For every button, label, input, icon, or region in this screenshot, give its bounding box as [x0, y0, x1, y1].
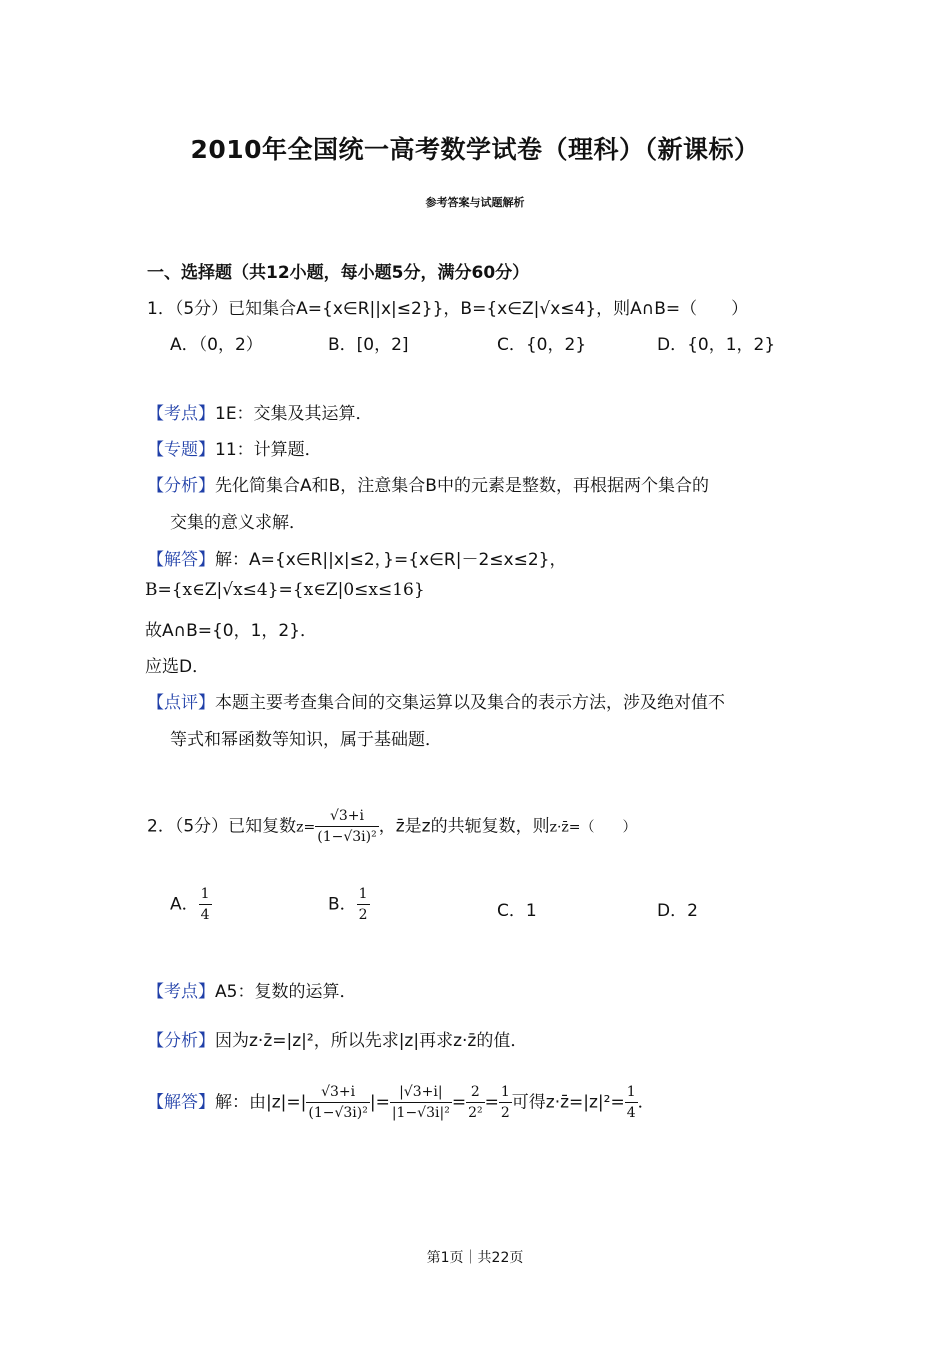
jieda-text-4: 应选D．: [145, 657, 210, 677]
q2-opt-b-label: B．: [328, 894, 357, 915]
q2-jieda-frac-4: [499, 1082, 512, 1123]
q2-jieda-b: |=: [369, 1092, 390, 1113]
q2-jieda-a: 解：由|z|=|: [215, 1092, 307, 1113]
q2-option-c: C．1: [497, 901, 537, 921]
q2-opt-a-frac: [199, 884, 212, 925]
q2-jieda-f4-num: 1: [499, 1082, 512, 1103]
fenxi-text-2: 交集的意义求解．: [170, 513, 306, 533]
q2-stem-c: z·z̄=（ ）: [549, 819, 637, 836]
q2-stem: [147, 806, 637, 847]
q2-jieda-f3-den: 2²: [468, 1105, 483, 1121]
q2-option-b: [328, 884, 370, 925]
q2-opt-b-frac: [357, 884, 370, 925]
jieda-text-1: 解：A={x∈R||x|≤2，}={x∈R|－2≤x≤2}，: [215, 550, 567, 570]
q1-dianping: [147, 688, 725, 713]
q1-kaodian: [147, 399, 373, 424]
jieda-tag: 【解答】: [147, 550, 215, 570]
page-footer: 第1页｜共22页: [426, 1250, 524, 1266]
kaodian-text: 1E：交集及其运算．: [215, 404, 373, 424]
q2-jieda-frac-2: [390, 1082, 452, 1123]
q2-jieda: [147, 1082, 655, 1123]
section-heading: 一、选择题（共12小题，每小题5分，满分60分）: [147, 263, 530, 283]
q2-jieda-f5-den: 4: [626, 1105, 636, 1121]
kaodian-tag: 【考点】: [147, 404, 215, 424]
q2-jieda-f: ．: [637, 1092, 655, 1113]
q2-jieda-frac-1: [306, 1082, 369, 1123]
q2-frac-den: (1−√3i)²: [317, 829, 377, 845]
fenxi-tag: 【分析】: [147, 476, 215, 496]
q2-fenxi-tag: 【分析】: [147, 1031, 215, 1051]
q2-stem-a: 2．（5分）已知复数: [147, 816, 297, 837]
q2-fenxi-text: 因为z·z̄=|z|²，所以先求|z|再求z·z̄的值．: [215, 1031, 528, 1051]
q2-jieda-f5-num: 1: [625, 1082, 638, 1103]
page-title: 2010年全国统一高考数学试卷（理科）（新课标）: [190, 135, 760, 164]
q2-opt-a-num: 1: [199, 884, 212, 905]
q2-option-a: [170, 884, 212, 925]
q2-kaodian: [147, 977, 356, 1002]
page-subtitle: 参考答案与试题解析: [425, 196, 525, 209]
q1-option-d: D．{0，1，2}: [657, 335, 776, 355]
q2-fraction: [315, 806, 378, 847]
dianping-tag: 【点评】: [147, 693, 215, 713]
q2-jieda-f1-num: √3+i: [306, 1082, 369, 1103]
q2-jieda-tag: 【解答】: [147, 1092, 215, 1113]
q2-jieda-frac-5: [625, 1082, 638, 1123]
q2-jieda-f3-num: 2: [466, 1082, 485, 1103]
q2-kaodian-text: A5：复数的运算．: [215, 982, 357, 1002]
q2-opt-a-den: 4: [200, 907, 210, 923]
q2-jieda-e: 可得z·z̄=|z|²=: [511, 1092, 625, 1113]
q2-frac-num: √3+i: [315, 806, 378, 827]
q1-zhuanti: [147, 435, 322, 460]
q1-option-a: A．（0，2）: [170, 335, 263, 355]
q1-jieda: [147, 545, 566, 570]
q2-jieda-f2-den: |1−√3i|²: [391, 1105, 450, 1121]
zhuanti-tag: 【专题】: [147, 440, 215, 460]
q2-jieda-frac-3: [466, 1082, 485, 1123]
zhuanti-text: 11：计算题．: [215, 440, 322, 460]
q2-jieda-d: =: [484, 1092, 499, 1113]
fenxi-text-1: 先化简集合A和B，注意集合B中的元素是整数，再根据两个集合的: [215, 476, 709, 496]
q1-option-b: B．[0，2]: [328, 335, 409, 355]
jieda-text-2: B={x∈Z|√x≤4}={x∈Z|0≤x≤16}: [145, 580, 425, 600]
q2-stem-b: ，z̄是z的共轭复数，则: [378, 816, 550, 837]
q1-stem: 1．（5分）已知集合A={x∈R||x|≤2}}，B={x∈Z|√x≤4}，则A∩B=（ ）: [147, 299, 749, 319]
q2-jieda-f1-den: (1−√3i)²: [308, 1105, 368, 1121]
q2-z-eq: z=: [296, 819, 316, 836]
dianping-text-2: 等式和幂函数等知识，属于基础题．: [170, 730, 442, 750]
q2-kaodian-tag: 【考点】: [147, 982, 215, 1002]
q2-jieda-f2-num: |√3+i|: [390, 1082, 452, 1103]
q1-fenxi: [147, 471, 709, 496]
jieda-text-3: 故A∩B={0，1，2}．: [145, 621, 318, 641]
q2-option-d: D．2: [657, 901, 698, 921]
dianping-text-1: 本题主要考查集合间的交集运算以及集合的表示方法，涉及绝对值不: [215, 693, 725, 713]
q2-opt-b-num: 1: [357, 884, 370, 905]
q1-option-c: C．{0，2}: [497, 335, 587, 355]
q2-opt-b-den: 2: [358, 907, 368, 923]
q2-jieda-f4-den: 2: [500, 1105, 510, 1121]
q2-opt-a-label: A．: [170, 894, 199, 915]
q2-jieda-c: =: [451, 1092, 467, 1113]
q2-fenxi: [147, 1026, 527, 1051]
